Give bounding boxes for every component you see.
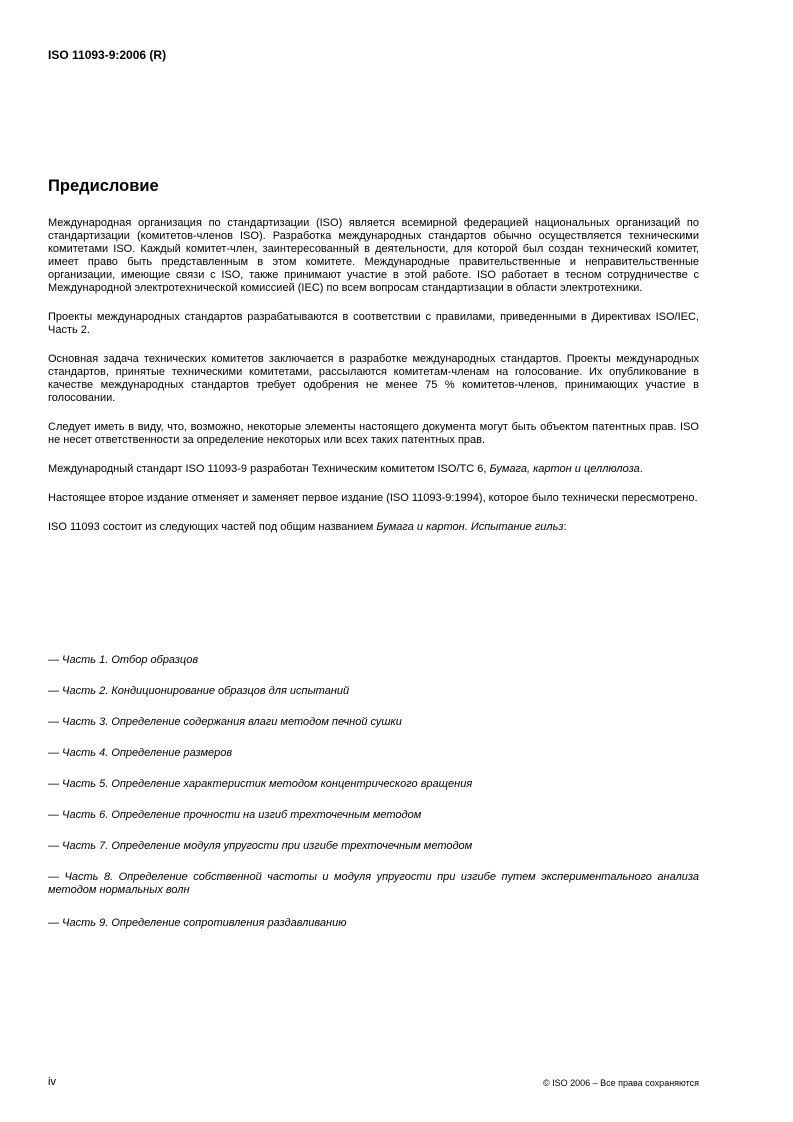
list-item: — Часть 1. Отбор образцов — [48, 654, 199, 666]
paragraph-technical-committees: Основная задача технических комитетов заключается в разработке международных стандартов. Проекты международных стандартов, принятые техническими комитетами, рассылаются комитетам-членам на голосование. Их опубликование в качестве международных стандартов требует одобрения не менее 75 % комитетов-членов, принимающих участие в голосовании. — [48, 353, 699, 404]
page-number: iv — [48, 1076, 56, 1088]
list-item: — Часть 8. Определение собственной частоты и модуля упругости при изгибе путем экспериментального анализа методом нормальных волн — [48, 871, 699, 896]
paragraph-committee-end: . — [639, 463, 643, 475]
paragraph-committee-text: Международный стандарт ISO 11093-9 разработан Техническим комитетом ISO/TC 6, — [48, 463, 490, 475]
list-item: — Часть 7. Определение модуля упругости при изгибе трехточечным методом — [48, 840, 473, 852]
paragraph-parts-intro-end: : — [563, 521, 567, 533]
page-title: Предисловие — [48, 177, 159, 195]
paragraph-parts-intro-text: ISO 11093 состоит из следующих частей под общим названием — [48, 521, 377, 533]
paragraph-parts-intro-title: Бумага и картон. Испытание гильз — [376, 521, 564, 533]
document-code: ISO 11093-9:2006 (R) — [48, 48, 167, 62]
foreword-body — [48, 217, 699, 550]
list-item: — Часть 2. Кондиционирование образцов для испытаний — [48, 685, 350, 697]
paragraph-patent-rights: Следует иметь в виду, что, возможно, некоторые элементы настоящего документа могут быть объектом патентных прав. ISO не несет ответственности за определение некоторых или всех таких патентных прав. — [48, 421, 699, 446]
paragraph-directives: Проекты международных стандартов разрабатываются в соответствии с правилами, приведенными в Директивах ISO/IEC, Часть 2. — [48, 311, 699, 336]
list-item: — Часть 9. Определение сопротивления раздавливанию — [48, 917, 347, 929]
paragraph-committee — [48, 463, 699, 476]
paragraph-committee-title: Бумага, картон и целлюлоза — [489, 463, 640, 475]
paragraph-parts-intro — [48, 521, 699, 534]
paragraph-iso-organization: Международная организация по стандартизации (ISO) является всемирной федерацией национальных организаций по стандартизации (комитетов-членов ISO). Разработка международных стандартов обычно осуществляется техническими комитетами ISO. Каждый комитет-член, заинтересованный в деятельности, для которой был создан технический комитет, имеет право быть представленным в этом комитете. Международные правительственные и неправительственные организации, имеющие связи с ISO, также принимают участие в этой работе. ISO работает в тесном сотрудничестве с Международной электротехнической комиссией (IEC) по всем вопросам стандартизации в области электротехники. — [48, 217, 699, 294]
list-item: — Часть 5. Определение характеристик методом концентрического вращения — [48, 778, 473, 790]
list-item: — Часть 6. Определение прочности на изгиб трехточечным методом — [48, 809, 422, 821]
paragraph-edition: Настоящее второе издание отменяет и заменяет первое издание (ISO 11093-9:1994), которое было технически пересмотрено. — [48, 492, 698, 504]
list-item: — Часть 4. Определение размеров — [48, 747, 233, 759]
copyright-notice: © ISO 2006 – Все права сохраняются — [542, 1078, 699, 1088]
list-item: — Часть 3. Определение содержания влаги методом печной сушки — [48, 716, 402, 728]
